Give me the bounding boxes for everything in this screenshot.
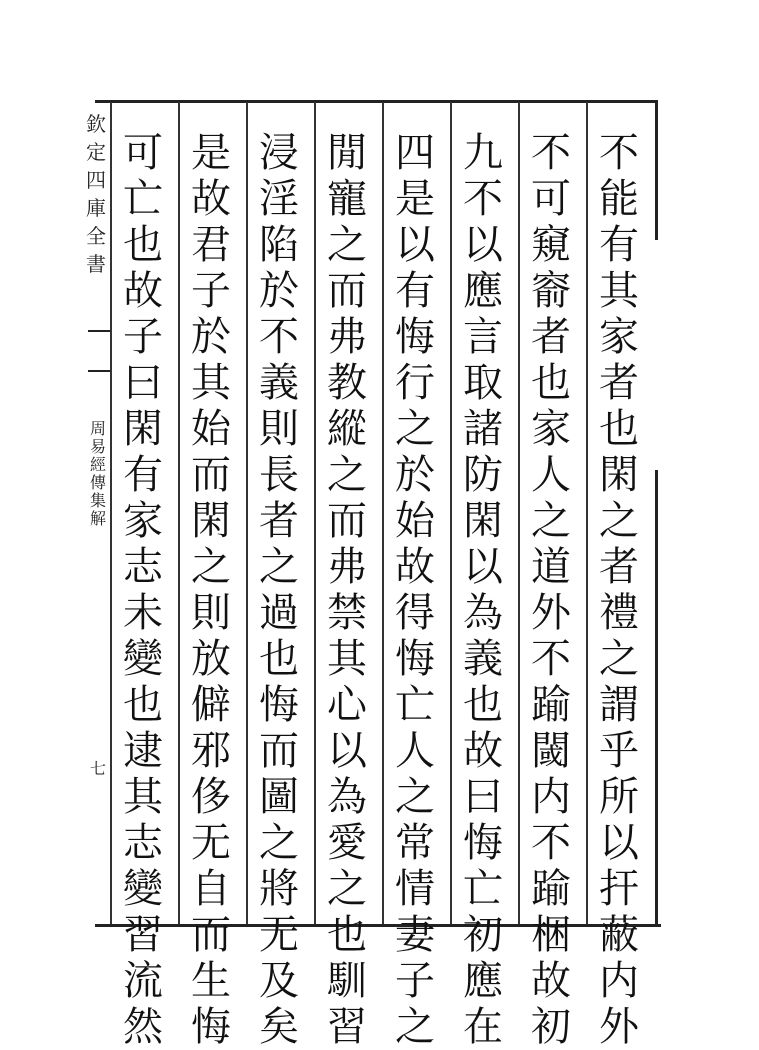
text-column-3: 九不以應言取諸防閑以為義也故曰悔亡初應在 <box>463 130 503 1050</box>
column-rule <box>178 102 180 924</box>
column-rule <box>450 102 452 924</box>
text-column-6: 浸淫陷於不義則長者之過也悔而圖之將无及矣 <box>259 130 299 1050</box>
frame-bottom-border <box>95 924 661 927</box>
margin-book-title: 周易經傳集解 <box>89 419 106 528</box>
fish-tail-mark <box>88 330 110 372</box>
column-rule <box>314 102 316 924</box>
column-rule <box>382 102 384 924</box>
column-rule <box>518 102 520 924</box>
text-column-7: 是故君子於其始而閑之則放僻邪侈无自而生悔 <box>191 130 231 1050</box>
text-column-1: 不能有其家者也閑之者禮之謂乎所以扞蔽内外 <box>599 130 639 1050</box>
column-rule <box>246 102 248 924</box>
text-column-5: 閒寵之而弗教縱之而弗禁其心以為愛之也馴習 <box>327 130 367 1050</box>
frame-right-border <box>655 100 658 240</box>
text-column-8: 可亡也故子曰閑有家志未變也逮其志變習流然 <box>123 130 163 1050</box>
text-column-4: 四是以有悔行之於始故得悔亡人之常情妻子之 <box>395 130 435 1050</box>
margin-title: 欽定四庫全書 <box>86 112 106 276</box>
column-rule <box>586 102 588 924</box>
margin-page-number: 七 <box>89 759 106 778</box>
text-column-2: 不可窺窬者也家人之道外不踰閾内不踰梱故初 <box>531 130 571 1050</box>
frame-right-border-lower <box>655 470 658 925</box>
